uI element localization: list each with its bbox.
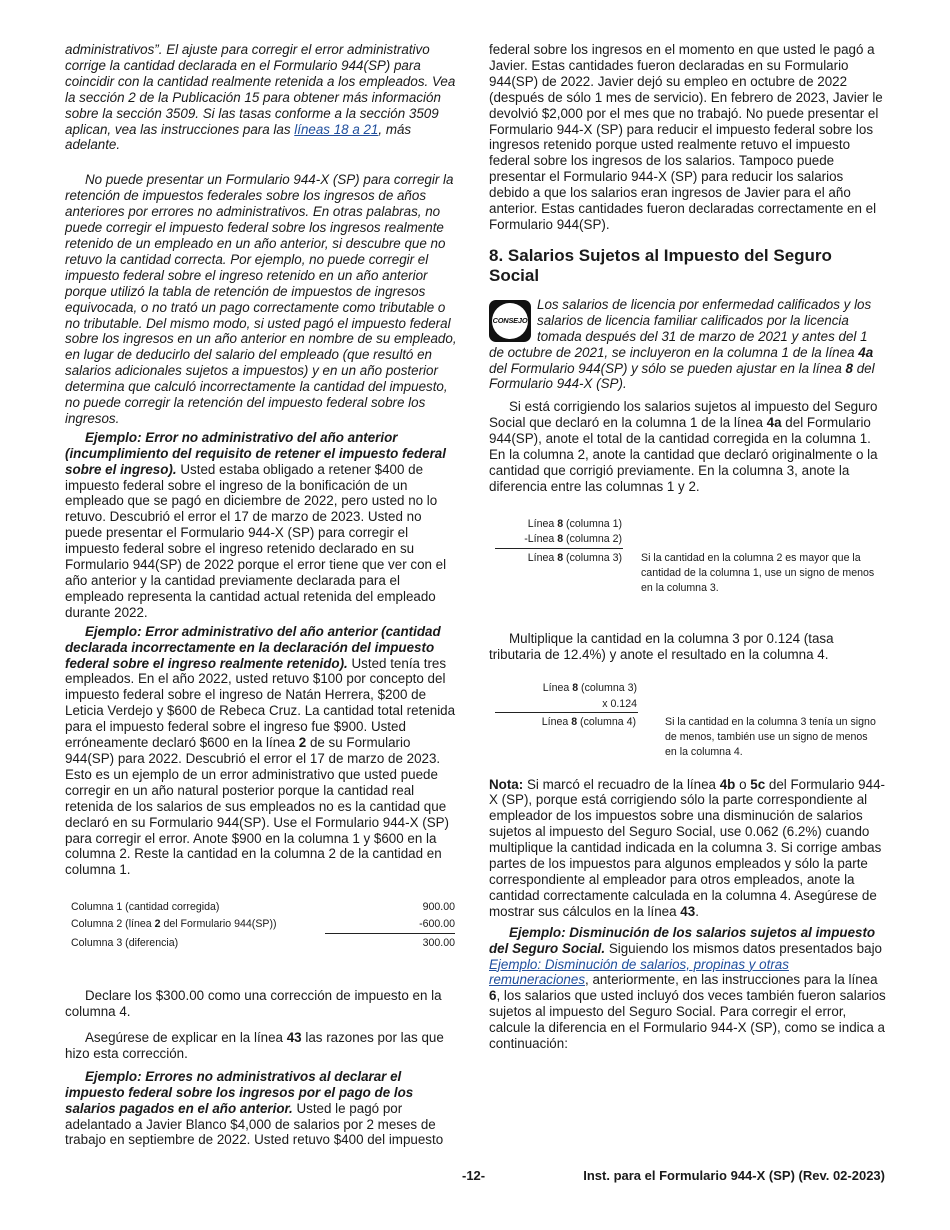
column-difference-table <box>71 900 455 954</box>
calc-block-column-4 <box>489 681 886 763</box>
consejo-icon: CONSEJO <box>489 300 531 342</box>
calc2-line-column-4: Línea 8 (columna 4) <box>541 715 636 728</box>
section-heading-8: 8. Salarios Sujetos al Impuesto del Seguro Social <box>489 245 832 285</box>
calc1-note: Si la cantidad en la columna 2 es mayor que la cantidad de la columna 1, use un signo de menos en la columna 3. <box>641 551 875 594</box>
table-row-column-2-value: -600.00 <box>419 918 455 931</box>
page-number: -12- <box>462 1168 486 1183</box>
calc1-line-column-1: Línea 8 (columna 1) <box>527 517 622 530</box>
example-prior-year-admin-error: Ejemplo: Error administrativo del año anterior (cantidad declarada incorrectamente en la declaración del impuesto federal sobre el ingreso realmente retenido). Usted tenía tres empleados. En el año 2022, usted retuvo $100 por concepto del impuesto federal sobre el ingreso de Natán Herrera, $200 de Leticia Verdejo y $600 de Rebeca Cruz. La cantidad total retenida para el impuesto federal sobre el ingreso fue $900. Usted erróneamente declaró $600 en la línea 2 de su Formulario 944(SP) para 2022. Descubrió el error el 17 de marzo de 2023. Esto es un ejemplo de un error administrativo que usted puede corregir en un año natural posterior porque la cantidad real retenida de los salarios de sus empleados no es la cantidad que declaró en su Formulario 944(SP). Use el Formulario 944-X (SP) para corregir el error. Anote $900 en la columna 1 y $600 en la columna 2. Reste la cantidad en la columna 2 de la cantidad en columna 1. <box>65 623 456 878</box>
paragraph-example-continued: federal sobre los ingresos en el momento en que usted le pagó a Javier. Estas cantidades fueron declaradas en su Formulario 944(SP) de 2022. Javier dejó su empleo en octubre de 2022 (después de sólo 1 mes de servicio). En febrero de 2023, Javier le devolvió $2,000 por el mes que no trabajó. No puede presentar el Formulario 944-X (SP) para reducir el impuesto federal sobre los ingresos retenido porque usted realmente retuvo el impuesto federal sobre los ingresos de los salarios. Tampoco puede presentar el Formulario 944-X (SP) para reducir los salarios debido a que los salarios eran ingresos de Javier para el año anterior. Estas cantidades fueron declaradas correctamente en el Formulario 944(SP). <box>489 42 883 232</box>
calc2-divider <box>495 712 638 713</box>
table-row-column-1-label: Columna 1 (cantidad corregida) <box>71 901 220 914</box>
calc2-multiplier: x 0.124 <box>602 697 637 710</box>
paragraph-explain-line-43: Asegúrese de explicar en la línea 43 las razones por las que hizo esta corrección. <box>65 1030 444 1061</box>
table-row-column-1-value: 900.00 <box>422 901 455 914</box>
paragraph-non-admin-errors: No puede presentar un Formulario 944-X (SP) para corregir la retención de impuestos federales sobre los ingresos de años anteriores por errores no administrativos. En otras palabras, no puede corregir el impuesto federal sobre los ingresos realmente retenido de un empleado en un año anterior, si descubre que no retuvo la cantidad correcta. Por ejemplo, no puede corregir el impuesto federal sobre el ingreso retenido en un año anterior porque utilizó la tabla de retención de impuestos de ingresos equivocada, o no trató un pago correctamente como tributable o no tributable. Del mismo modo, si usted pagó el impuesto federal sobre los ingresos en un año anterior en nombre de su empleado, en lugar de deducirlo del salario del empleado (que resultó en salarios adicionales sujetos a impuestos) y en un año posterior determina que calculó incorrectamente la cantidad del impuesto, no puede corregir la retención del impuesto federal sobre los ingresos. <box>65 172 457 426</box>
table-row-column-3-value: 300.00 <box>422 937 455 950</box>
paragraph-multiply: Multiplique la cantidad en la columna 3 por 0.124 (tasa tributaria de 12.4%) y anote el resultado en la columna 4. <box>489 630 834 662</box>
calc2-line-column-3: Línea 8 (columna 3) <box>542 681 637 694</box>
calc-block-column-3 <box>489 517 886 599</box>
link-ejemplo-disminucion[interactable]: Ejemplo: Disminución de salarios, propinas y otras remuneraciones <box>489 956 789 988</box>
table-row-column-3-label: Columna 3 (diferencia) <box>71 937 179 950</box>
example-prior-year-failure-to-withhold: Ejemplo: Error no administrativo del año anterior (incumplimiento del requisito de retener el impuesto federal sobre el ingreso). Usted estaba obligado a retener $400 de impuesto federal sobre el ingreso de la bonificación de un empleado que se pagó en diciembre de 2022, pero usted no lo retuvo. Descubrió el error el 17 de marzo de 2023. Usted no puede presentar el Formulario 944-X (SP) para corregir el impuesto federal sobre el ingreso retenido declarado en su Formulario 944(SP) de 2022 porque el error tiene que ver con el año anterior y la cantidad previamente declarada para el empleado representa la cantidad actual retenida del empleado durante 2022. <box>65 429 447 620</box>
paragraph-declare-correction: Declare los $300.00 como una corrección de impuesto en la columna 4. <box>65 988 442 1020</box>
nota-paragraph: Nota: Si marcó el recuadro de la línea 4b o 5c del Formulario 944-X (SP), porque está corrigiendo sólo la parte correspondiente al empleador de los impuestos sobre una disminución de salarios sujetos al impuesto del Seguro Social, use 0.062 (6.2%) cuando multiplique la cantidad indicada en la columna 3. Si corrige ambas partes de los impuestos para algunos empleados y sólo la parte correspondiente al empleador para otros empleados, anote la cantidad correctamente calculada en la columna 4. Asegúrese de mostrar sus cálculos en la línea 43. <box>489 776 885 919</box>
calc1-line-column-2: -Línea 8 (columna 2) <box>524 532 622 545</box>
table-divider <box>325 933 455 934</box>
example-prior-year-non-admin-errors: Ejemplo: Errores no administrativos al declarar el impuesto federal sobre los ingresos por el pago de los salarios pagados en el año anterior. Usted le pagó por adelantado a Javier Blanco $4,000 de salarios por 2 meses de trabajo en septiembre de 2022. Usted retuvo $400 del impuesto <box>65 1068 444 1148</box>
link-lineas-18-21[interactable]: líneas 18 a 21 <box>294 121 379 137</box>
tip-paragraph: CONSEJO Los salarios de licencia por enfermedad calificados y los salarios de licencia familiar calificados por la licencia tomada después del 31 de marzo de 2021 y antes del 1 de octubre de 2021, se incluyeron en la columna 1 de la línea 4a del Formulario 944(SP) y sólo se pueden ajustar en la línea 8 del Formulario 944-X (SP). <box>489 296 875 392</box>
paragraph-admin-errors: administrativos”. El ajuste para corregir el error administrativo corrige la cantidad declarada en el Formulario 944(SP) para coincidir con la cantidad realmente retenida a los empleados. Vea la sección 2 de la Publicación 15 para obtener más información sobre la sección 3509. Si las tasas conforme a la sección 3509 aplican, vea las instrucciones para las líneas 18 a 21, más adelante. <box>65 42 456 153</box>
right-column <box>489 42 886 1052</box>
table-row-column-2-label: Columna 2 (línea 2 del Formulario 944(SP)) <box>71 918 277 931</box>
calc1-line-column-3: Línea 8 (columna 3) <box>527 551 622 564</box>
footer-form-title: Inst. para el Formulario 944-X (SP) (Rev. 02-2023) <box>583 1168 885 1183</box>
calc1-divider <box>495 548 623 549</box>
paragraph-correcting-wages: Si está corrigiendo los salarios sujetos al impuesto del Seguro Social que declaró en la columna 1 de la línea 4a del Formulario 944(SP), anote el total de la cantidad corregida en la columna 1. En la columna 2, anote la cantidad que declaró originalmente o la cantidad que corrigió previamente. En la columna 3, anote la diferencia entre las columnas 1 y 2. <box>489 399 878 494</box>
calc2-note: Si la cantidad en la columna 3 tenía un signo de menos, también use un signo de menos en la columna 4. <box>665 715 876 758</box>
left-column <box>65 42 461 1148</box>
example-social-security-decrease: Ejemplo: Disminución de los salarios sujetos al impuesto del Seguro Social. Siguiendo los mismos datos presentados bajo Ejemplo: Disminución de salarios, propinas y otras remuneraciones, anteriormente, en las instrucciones para la línea 6, los salarios que usted incluyó dos veces también fueron salarios sujetos al impuesto del Seguro Social. Para corregir el error, calcule la diferencia en el Formulario 944-X (SP), como se indica a continuación: <box>489 924 886 1052</box>
